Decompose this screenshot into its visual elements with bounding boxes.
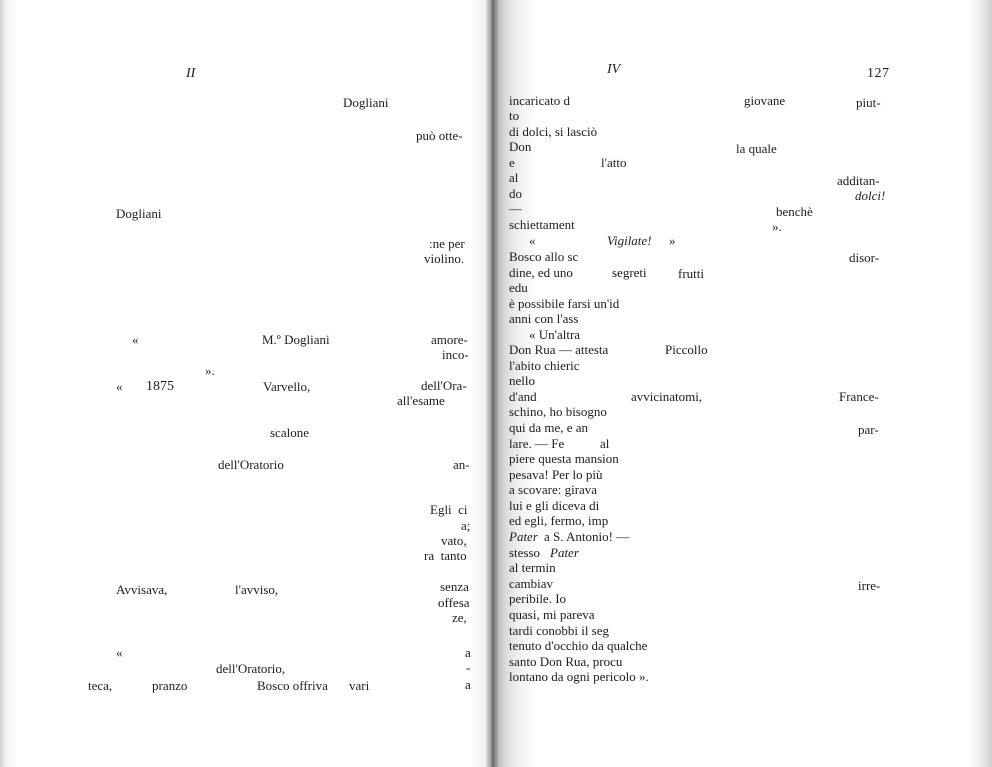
text-line: l'atto [601, 155, 627, 170]
text-line: « [132, 332, 139, 347]
text-line: dell'Ora- [421, 378, 467, 393]
text-line: schino, ho bisogno [509, 404, 607, 419]
text-line: Piccollo [665, 342, 708, 357]
text-line: piere questa mansion [509, 451, 619, 466]
text-line: « Un'altra [529, 327, 581, 342]
text-line: M.º Dogliani [262, 332, 330, 347]
text-line: avvicinatomi, [631, 389, 703, 404]
text-line: a [465, 645, 471, 660]
text-line: lui e gli diceva di [509, 498, 600, 513]
text-line: dolci! [855, 188, 886, 203]
text-line: quasi, mi pareva [509, 607, 595, 622]
book-gutter [486, 0, 498, 767]
page-number: 127 [867, 66, 890, 81]
text-line: vari [349, 678, 370, 693]
text-line: ». [772, 219, 782, 234]
text-line: a scovare: girava [509, 482, 598, 497]
text-line: nello [509, 373, 535, 388]
text-line: 1875 [146, 379, 174, 394]
text-line: dine, ed uno [509, 265, 573, 280]
text-line: violino. [424, 251, 465, 266]
text-line: cambiav [509, 576, 554, 591]
text-line: « [116, 645, 123, 660]
text-line: Pater [550, 545, 579, 560]
text-line: qui da me, e an [509, 420, 589, 435]
running-head: II [186, 66, 196, 81]
text-line: inco- [442, 347, 469, 362]
text-line: dell'Oratorio [218, 457, 284, 472]
text-line: teca, [88, 678, 113, 693]
text-line: Varvello, [263, 379, 311, 394]
text-line: Avvisava, [116, 582, 168, 597]
text-line: di dolci, si lasciò [509, 124, 598, 139]
text-line: a; [461, 518, 471, 533]
text-line: stesso [509, 545, 541, 560]
text-line: - [466, 660, 471, 675]
text-line: anni con l'ass [509, 311, 579, 326]
text-line: dell'Oratorio, [216, 661, 286, 676]
text-line: giovane [744, 93, 786, 108]
text-line: a S. Antonio! — [544, 529, 630, 544]
text-line: d'and [509, 389, 537, 404]
text-line: scalone [270, 425, 309, 440]
text-line: pranzo [152, 678, 188, 693]
text-line: incaricato d [509, 93, 570, 108]
text-line: senza [440, 579, 469, 594]
text-line: :ne per [429, 236, 465, 251]
text-line: ra tanto [424, 548, 467, 563]
text-line: Bosco allo sc [509, 249, 579, 264]
text-line: l'abito chieric [509, 358, 580, 373]
text-line: santo Don Rua, procu [509, 654, 623, 669]
text-line: edu [509, 280, 528, 295]
text-line: peribile. Io [509, 591, 567, 606]
text-line: « [116, 379, 123, 394]
text-line: piut- [856, 95, 881, 110]
text-line: tardi conobbi il seg [509, 623, 610, 638]
text-line: Don [509, 139, 532, 154]
right-page [492, 0, 992, 767]
text-line: Don Rua — attesta [509, 342, 609, 357]
text-line: ». [205, 363, 215, 378]
text-line: — [509, 201, 522, 216]
text-line: ze, [452, 610, 467, 625]
text-line: al termin [509, 560, 556, 575]
text-line: « [529, 233, 536, 248]
text-line: Pater [509, 529, 538, 544]
text-line: può otte- [416, 128, 463, 143]
text-line: ed egli, fermo, imp [509, 513, 609, 528]
text-line: è possibile farsi un'id [509, 296, 620, 311]
text-line: an- [453, 457, 470, 472]
text-line: lare. — Fe [509, 436, 565, 451]
text-line: amore- [431, 332, 468, 347]
running-head: IV [607, 62, 621, 77]
text-line: vato, [441, 533, 467, 548]
text-line: Dogliani [343, 95, 389, 110]
text-line: France- [839, 389, 879, 404]
text-line: par- [858, 422, 879, 437]
text-line: e [509, 155, 515, 170]
text-line: disor- [849, 250, 880, 265]
text-line: schiettament [509, 217, 575, 232]
text-line: offesa [438, 595, 470, 610]
text-line: Egli ci [430, 502, 468, 517]
left-page [0, 0, 492, 767]
text-line: » [669, 233, 676, 248]
text-line: benchè [776, 204, 813, 219]
text-line: l'avviso, [235, 582, 279, 597]
text-line: la quale [736, 141, 777, 156]
text-line: to [509, 108, 520, 123]
text-line: tenuto d'occhio da qualche [509, 638, 648, 653]
text-line: al [600, 436, 610, 451]
text-line: frutti [678, 266, 704, 281]
text-line: pesava! Per lo più [509, 467, 603, 482]
text-line: a [465, 677, 471, 692]
text-line: lontano da ogni pericolo ». [509, 669, 649, 684]
text-line: do [509, 186, 522, 201]
text-line: Dogliani [116, 206, 162, 221]
text-line: Bosco offriva [257, 678, 328, 693]
text-line: segreti [612, 265, 647, 280]
text-line: irre- [858, 578, 881, 593]
text-line: Vigilate! [607, 233, 652, 248]
text-line: additan- [837, 173, 880, 188]
text-line: all'esame [397, 393, 445, 408]
text-line: al [509, 170, 519, 185]
